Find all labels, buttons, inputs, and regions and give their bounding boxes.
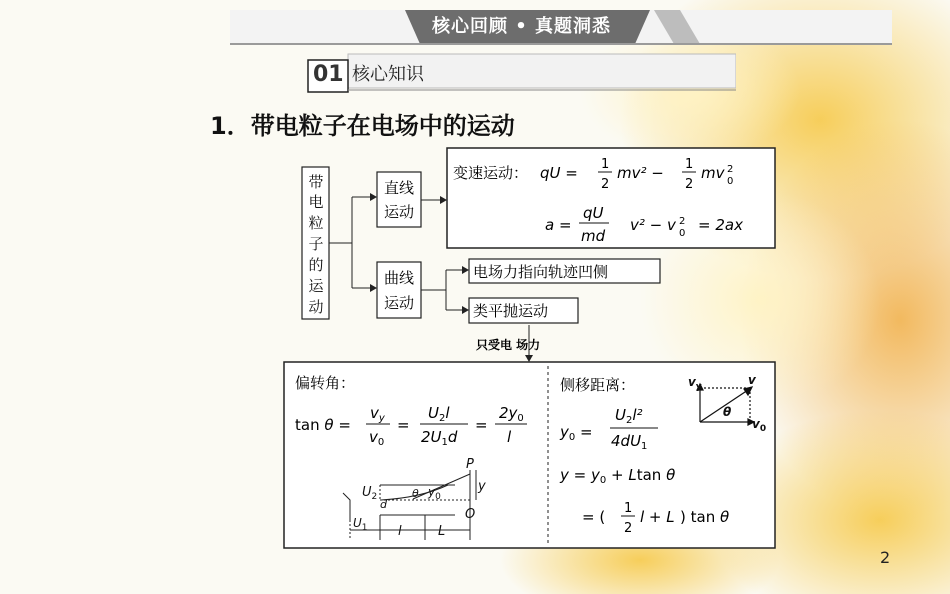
svg-text:y: y [478, 479, 486, 494]
svg-text:1: 1 [601, 157, 610, 172]
svg-text:a =: a = [545, 216, 572, 234]
svg-text:2: 2 [727, 164, 734, 175]
svg-text:=: = [475, 416, 488, 434]
svg-text:O: O [465, 507, 476, 522]
svg-text:2: 2 [601, 177, 610, 192]
svg-text:2: 2 [685, 177, 694, 192]
svg-text:1: 1 [624, 501, 633, 516]
svg-text:l: l [398, 524, 402, 539]
svg-text:l: l [507, 428, 512, 446]
svg-text:U2l²: $U_2l^2$ [615, 406, 643, 426]
svg-text:2: 2 [679, 216, 686, 227]
svg-text:y0 =: $y_0$ = [560, 423, 593, 443]
deflect-title: 偏转角： [295, 374, 356, 392]
svg-text:tan θ =: tan θ = [295, 416, 351, 434]
svg-text:U1: $U_1$ [353, 516, 368, 533]
svg-text:粒: 粒 [308, 214, 324, 232]
svg-text:y = y0 + Ltan θ: $y = y_0 + Ltan$ θ [560, 466, 676, 486]
svg-text:= 2ax: = 2ax [698, 216, 743, 234]
svg-text:运: 运 [308, 277, 324, 295]
svg-text:θ: θ [723, 405, 732, 419]
banner-title: 核心回顾 • 真题洞悉 [432, 16, 612, 37]
svg-text:1: 1 [685, 157, 694, 172]
root-box-text [308, 173, 324, 316]
svg-text:y0: $y_0$ [428, 485, 441, 502]
svg-text:vy: $v_y$ [688, 375, 702, 392]
svg-text:v² − v: v² − v [630, 216, 676, 234]
svg-text:0: 0 [727, 176, 734, 187]
curve-box-2-text: 类平抛运动 [473, 302, 549, 320]
svg-text:子: 子 [308, 235, 324, 253]
svg-text:L: L [438, 524, 446, 539]
svg-text:v0: $v_0$ [752, 417, 767, 434]
curve-box-1-text: 电场力指向轨迹凹侧 [473, 263, 609, 281]
section-title: 核心知识 [352, 64, 424, 85]
svg-text:) tan θ: ) tan θ [680, 508, 730, 526]
shift-title: 侧移距离： [560, 376, 636, 394]
svg-text:v0: $v_0$ [369, 428, 385, 448]
svg-text:qU: qU [583, 204, 604, 222]
svg-text:vy: $v_y$ [370, 404, 385, 424]
svg-text:P: P [466, 457, 474, 472]
page-heading: 1．带电粒子在电场中的运动 [210, 112, 515, 140]
svg-text:4dU1: $4dU_1$ [611, 432, 648, 452]
svg-text:= (: = ( [582, 508, 606, 526]
svg-text:v: v [748, 373, 756, 387]
svg-text:动: 动 [308, 298, 324, 316]
svg-text:0: 0 [679, 228, 686, 239]
svg-text:2: 2 [624, 521, 633, 536]
curve-motion-label-2: 运动 [383, 294, 415, 312]
straight-motion-label-1: 直线 [383, 179, 415, 197]
svg-text:2y0: $2y_0$ [499, 404, 524, 424]
svg-text:md: md [581, 227, 606, 245]
svg-text:2U1d: $2U_1d$ [421, 428, 458, 448]
svg-text:d: d [380, 498, 387, 511]
svg-text:的: 的 [308, 256, 324, 274]
straight-motion-label-2: 运动 [383, 203, 415, 221]
svg-text:U2: $U_2$ [362, 485, 378, 502]
svg-text:mv² −: mv² − [617, 164, 664, 182]
svg-text:θ: θ [412, 487, 419, 500]
svg-text:mv: mv [701, 164, 725, 182]
arrow-label: 只受电 场力 [476, 338, 541, 352]
svg-text:l + L: l + L [640, 508, 675, 526]
svg-text:qU =: qU = [540, 164, 578, 182]
section-number: 01 [313, 62, 344, 87]
svg-text:带: 带 [308, 173, 324, 191]
straight-eq-label: 变速运动： [453, 164, 529, 182]
svg-text:电: 电 [308, 193, 324, 211]
shift-equation-2 [559, 466, 675, 486]
svg-text:U2l: $U_2l$ [428, 404, 450, 424]
curve-motion-label-1: 曲线 [383, 269, 415, 287]
svg-text:=: = [397, 416, 410, 434]
page-number: 2 [880, 548, 891, 567]
